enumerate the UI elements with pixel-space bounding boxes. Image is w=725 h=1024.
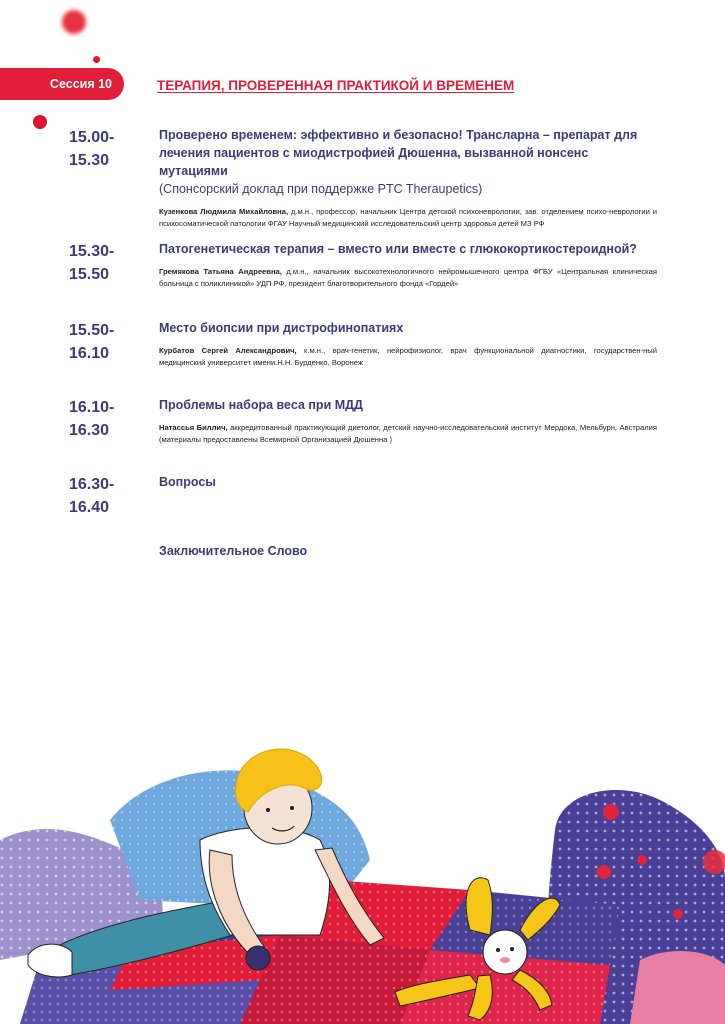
time-slot: 15.00- 15.30 <box>69 129 115 169</box>
talk-content <box>159 240 657 289</box>
talk-content <box>159 396 657 445</box>
time-slot: 16.10- 16.30 <box>69 399 115 439</box>
speaker-info: Гремякова Татьяна Андреевна, д.м.н., начальник высокотехнологичного нейромышечного центра ФГБУ «Центральная клиническая больница с поликлиникой» УДП РФ, президент благотворительного фонда «Гордей» <box>159 267 657 288</box>
talk-note: (Спонсорский доклад при поддержке PTC Theraupetics) <box>159 182 483 196</box>
boy-illustration <box>0 730 725 1024</box>
session-label-tab <box>0 68 124 100</box>
time-slot: 16.30- 16.40 <box>69 476 115 516</box>
time-slot: 15.30- 15.50 <box>69 243 115 283</box>
speaker-name: Гремякова Татьяна Андреевна, <box>159 267 282 276</box>
speaker-name: Кузенкова Людмила Михайловна, <box>159 207 289 216</box>
talk-title: Проблемы набора веса при МДД <box>159 398 363 412</box>
decorative-dot <box>93 56 100 63</box>
decorative-dot <box>597 865 611 879</box>
talk-content <box>159 319 657 368</box>
speaker-info: Кузенкова Людмила Михайловна, д.м.н., профессор, начальник Центра детской психоневрологии, зав. отделением психо-неврологии и психосоматической патологии ФГАУ Научный медицинский исследовательский центр здоровья детей МЗ РФ <box>159 207 657 228</box>
talk-title: Патогенетическая терапия – вместо или вместе с глюкокортикостероидной? <box>159 242 637 256</box>
decorative-dot <box>33 115 47 129</box>
decorative-dot <box>603 804 619 820</box>
speaker-info: Курбатов Сергей Александрович, к.м.н., врач-генетик, нейрофизиолог, врач функциональной диагностики, государствен-ный медицинский университет имени.Н.Н. Бурденко, Воронеж <box>159 346 657 367</box>
speaker-name: Курбатов Сергей Александрович, <box>159 346 297 355</box>
decorative-dot <box>62 10 86 34</box>
speaker-info: Натассья Биллич, аккредитованный практикующий диетолог, детский научно-исследовательский институт Мердока, Мельбурн, Австралия (материалы предоставлены Всемирной Организацией Дюшенна ) <box>159 423 657 444</box>
talk-title: Вопросы <box>159 475 216 489</box>
time-slot: 15.50- 16.10 <box>69 322 115 362</box>
talk-content <box>159 126 657 229</box>
decorative-dot <box>637 855 647 865</box>
closing-remarks: Заключительное Слово <box>159 544 308 558</box>
talk-title: Проверено временем: эффективно и безопасно! Трансларна – препарат для лечения пациентов с миодистрофией Дюшенна, вызванной нонсенс мутациями <box>159 128 638 178</box>
talk-content <box>159 473 657 491</box>
pink-blob <box>630 951 725 1024</box>
speaker-name: Натассья Биллич, <box>159 423 228 432</box>
session-title: ТЕРАПИЯ, ПРОВЕРЕННАЯ ПРАКТИКОЙ И ВРЕМЕНЕМ <box>157 78 515 93</box>
session-label: Сессия 10 <box>49 77 112 91</box>
decorative-dot <box>673 909 683 919</box>
talk-title: Место биопсии при дистрофинопатиях <box>159 321 404 335</box>
